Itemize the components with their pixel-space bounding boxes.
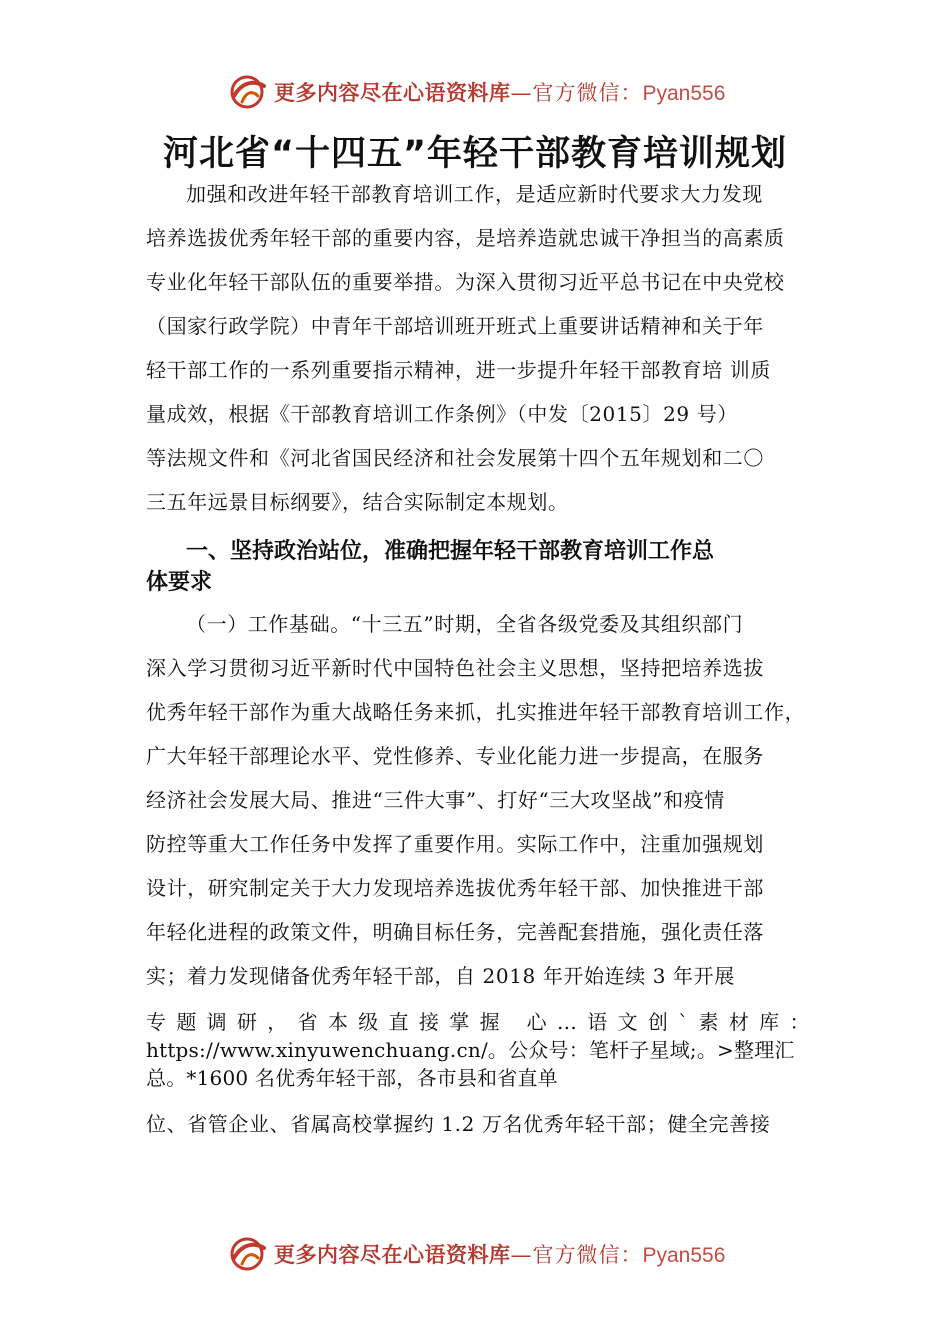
document-title: 河北省“十四五”年轻干部教育培训规划 <box>162 134 787 174</box>
banner-handle: Pyan556 <box>642 82 726 105</box>
heading-line: 体要求 <box>146 570 213 595</box>
document-body <box>146 172 810 1146</box>
text-line: 深入学习贯彻习近平新时代中国特色社会主义思想，坚持把培养选拔 <box>146 656 764 680</box>
heading-line: 一、坚持政治站位，准确把握年轻干部教育培训工作总 <box>186 539 715 564</box>
banner-wechat-label: 官方微信： <box>532 81 643 105</box>
footer-watermark-banner <box>228 1234 728 1274</box>
banner-lead: 更多内容尽在心语资料库 <box>274 81 511 105</box>
section-heading <box>146 536 810 598</box>
text-line: 等法规文件和《河北省国民经济和社会发展第十四个五年规划和二〇 <box>146 446 764 470</box>
text-line: 设计，研究制定关于大力发现培养选拔优秀年轻干部、加快推进干部 <box>146 876 764 900</box>
embedded-watermark-text <box>146 1008 810 1092</box>
intro-paragraph <box>146 172 810 524</box>
text-line: 专业化年轻干部队伍的重要举措。为深入贯彻习近平总书记在中央党校 <box>146 270 785 294</box>
text-line: 三五年远景目标纲要》，结合实际制定本规划。 <box>146 490 569 514</box>
banner-text <box>274 1239 725 1269</box>
work-basis-paragraph <box>146 602 810 998</box>
text-line: 加强和改进年轻干部教育培训工作，是适应新时代要求大力发现 <box>186 182 763 206</box>
text-line: 实；着力发现储备优秀年轻干部，自 2018 年开始连续 3 年开展 <box>146 964 735 988</box>
banner-wechat-label: 官方微信： <box>532 1243 643 1267</box>
text-line: 年轻化进程的政策文件，明确目标任务，完善配套措施，强化责任落 <box>146 920 764 944</box>
text-line: 轻干部工作的一系列重要指示精神，进一步提升年轻干部教育培 训质 <box>146 358 771 382</box>
brand-logo-icon <box>228 72 268 112</box>
text-line: （国家行政学院）中青年干部培训班开班式上重要讲话精神和关于年 <box>146 314 764 338</box>
banner-dash: — <box>510 81 533 105</box>
text-line: 位、省管企业、省属高校掌握约 1.2 万名优秀年轻干部；健全完善接 <box>146 1112 771 1136</box>
text-line: 优秀年轻干部作为重大战略任务来抓，扎实推进年轻干部教育培训工作， <box>146 700 806 724</box>
brand-logo-icon <box>228 1234 268 1274</box>
banner-handle: Pyan556 <box>642 1244 726 1267</box>
text-line: 量成效，根据《干部教育培训工作条例》（中发〔2015〕29 号） <box>146 402 738 426</box>
banner-dash: — <box>510 1243 533 1267</box>
text-line: 防控等重大工作任务中发挥了重要作用。实际工作中，注重加强规划 <box>146 832 764 856</box>
text-line: https://www.xinyuwenchuang.cn/。公众号：笔杆子星域;。>整理汇 <box>146 1038 795 1062</box>
text-line: 培养选拔优秀年轻干部的重要内容，是培养造就忠诚干净担当的高素质 <box>146 226 785 250</box>
text-line: 总。*1600 名优秀年轻干部，各市县和省直单 <box>146 1066 558 1090</box>
header-watermark-banner <box>228 72 728 112</box>
banner-text <box>274 77 725 107</box>
text-line: 广大年轻干部理论水平、党性修养、专业化能力进一步提高，在服务 <box>146 744 764 768</box>
text-line: 专题调研，省本级直接掌握 心…语文创`素材库： <box>146 1010 810 1034</box>
text-line: （一）工作基础。“十三五”时期，全省各级党委及其组织部门 <box>186 612 744 636</box>
text-line: 经济社会发展大局、推进“三件大事”、打好“三大攻坚战”和疫情 <box>146 788 725 812</box>
banner-lead: 更多内容尽在心语资料库 <box>274 1243 511 1267</box>
